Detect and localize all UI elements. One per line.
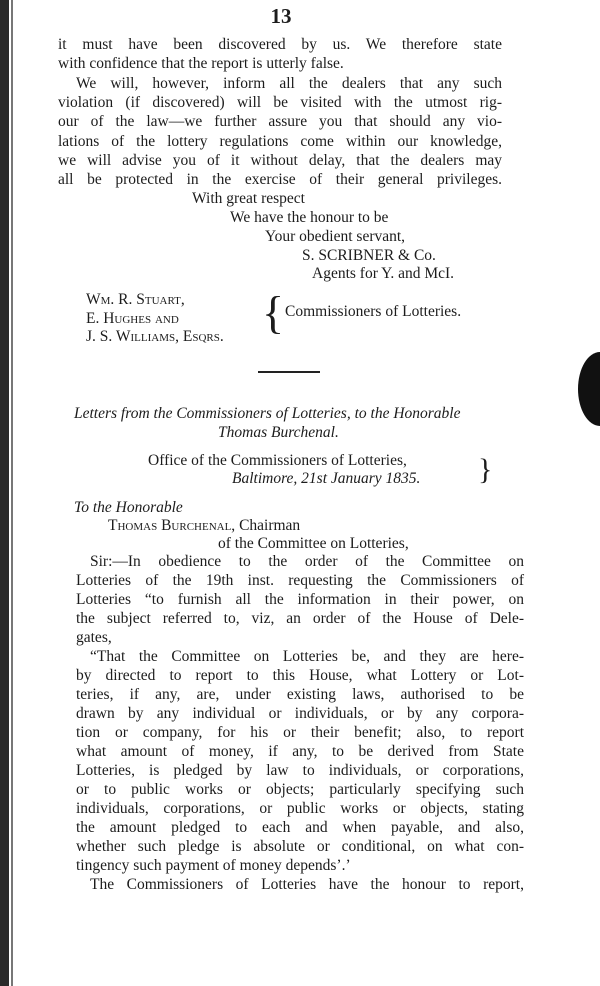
letter-line: our of the law—we further assure you that should any vio- — [58, 113, 502, 130]
closing-line: We have the honour to be — [230, 209, 389, 226]
body-line: the amount pledged to each and when payable, and also, — [76, 819, 524, 836]
body-line: tion or company, for his or their benefit; also, to report — [76, 724, 524, 741]
recipient-title: Chairman — [235, 517, 301, 534]
body-line: gates, — [76, 629, 112, 646]
addressee-name: Wm. R. Stuart, — [86, 291, 185, 308]
body-line: what amount of money, if any, to be derived from State — [76, 743, 524, 760]
dateline: Baltimore, 21st January 1835. — [232, 470, 421, 487]
body-line: tingency such payment of money depends’.’ — [76, 857, 351, 874]
brace-glyph: { — [262, 287, 285, 338]
body-line: or to public works or objects; particularly specifying such — [76, 781, 524, 798]
letter-line: violation (if discovered) will be visited with the utmost rig- — [58, 94, 502, 111]
letter-line: all be protected in the exercise of their general privileges. — [58, 171, 502, 188]
addressee-name: E. Hughes and — [86, 310, 179, 327]
binding-line — [11, 0, 13, 986]
page-edge-mark — [578, 352, 600, 426]
body-line: Lotteries of the 19th inst. requesting the Commissioners of — [76, 572, 524, 589]
addressee-role: Commissioners of Lotteries. — [285, 303, 462, 320]
closing-line: Agents for Y. and McI. — [312, 265, 455, 282]
binding-shadow — [0, 0, 9, 986]
body-line: teries, if any, are, under existing laws, authorised to be — [76, 686, 524, 703]
salutation-name-line — [108, 517, 300, 535]
section-divider — [258, 371, 320, 373]
body-line: the subject referred to, viz, an order of the House of Dele- — [76, 610, 524, 627]
body-line: Sir:—In obedience to the order of the Committee on — [90, 553, 524, 570]
body-line: Lotteries “to furnish all the information in their power, on — [76, 591, 524, 608]
office-line: Office of the Commissioners of Lotteries, — [148, 452, 407, 469]
body-line: “That the Committee on Lotteries be, and they are here- — [90, 648, 524, 665]
section-heading: Letters from the Commissioners of Lotteries, to the Honorable — [74, 405, 461, 422]
letter-line: lations of the lottery regulations come within our knowledge, — [58, 133, 502, 150]
letter-line: it must have been discovered by us. We therefore state — [58, 36, 502, 53]
closing-line: With great respect — [192, 190, 305, 207]
brace-glyph: } — [478, 453, 493, 486]
body-line: individuals, corporations, or public works or objects, stating — [76, 800, 524, 817]
addressee-name: J. S. Williams, Esqrs. — [86, 328, 224, 345]
letter-line: with confidence that the report is utterly false. — [58, 55, 344, 72]
letter-line: We will, however, inform all the dealers that any such — [76, 75, 502, 92]
body-line: by directed to report to this House, what Lottery or Lot- — [76, 667, 524, 684]
section-heading: Thomas Burchenal. — [218, 424, 339, 441]
page-number: 13 — [270, 4, 292, 28]
closing-line: Your obedient servant, — [265, 228, 406, 245]
body-line: drawn by any individual or individuals, or by any corpora- — [76, 705, 524, 722]
body-line: whether such pledge is absolute or conditional, on what con- — [76, 838, 524, 855]
salutation-to: To the Honorable — [74, 499, 183, 516]
recipient-name: Thomas Burchenal, — [108, 517, 236, 534]
body-line: The Commissioners of Lotteries have the honour to report, — [90, 876, 524, 893]
letter-line: we will advise you of it without delay, that the dealers may — [58, 152, 502, 169]
salutation-committee: of the Committee on Lotteries, — [218, 535, 409, 552]
signature-line: S. SCRIBNER & Co. — [302, 247, 436, 264]
body-line: Lotteries, is pledged by law to individuals, or corporations, — [76, 762, 524, 779]
